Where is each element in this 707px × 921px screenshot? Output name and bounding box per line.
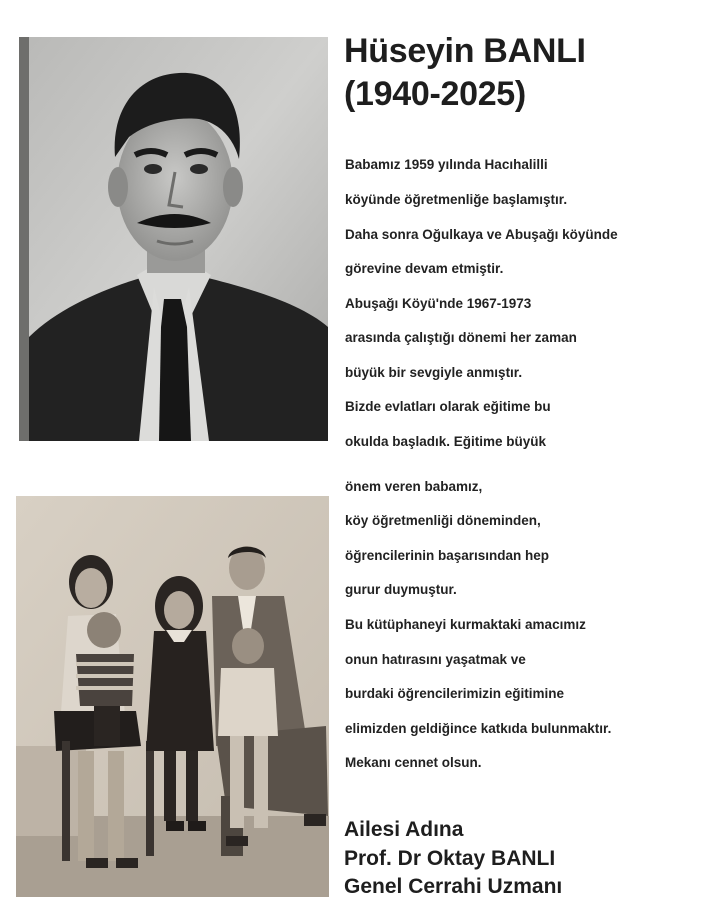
- text-line: önem veren babamız,: [345, 479, 483, 494]
- text-line: Daha sonra Oğulkaya ve Abuşağı köyünde: [345, 227, 618, 242]
- page-title: [344, 30, 586, 116]
- person-name: Hüseyin BANLI: [344, 32, 586, 70]
- text-line: görevine devam etmiştir.: [345, 261, 504, 276]
- text-line: burdaki öğrencilerimizin eğitimine: [345, 686, 565, 701]
- text-line: öğrencilerinin başarısından hep: [345, 548, 550, 563]
- text-line: Bu kütüphaneyi kurmaktaki amacımız: [345, 617, 586, 632]
- signature-family: Ailesi Adına: [344, 818, 464, 841]
- signature-block: [344, 816, 562, 902]
- signature-title: Genel Cerrahi Uzmanı: [344, 875, 563, 898]
- text-line: gurur duymuştur.: [345, 582, 457, 597]
- text-line: arasında çalıştığı dönemi her zaman: [345, 330, 577, 345]
- text-line: büyük bir sevgiyle anmıştır.: [345, 365, 523, 380]
- signature-name: Prof. Dr Oktay BANLI: [344, 846, 556, 870]
- text-line: elimizden geldiğince katkıda bulunmaktır.: [345, 721, 612, 736]
- text-line: köyünde öğretmenliğe başlamıştır.: [345, 192, 568, 207]
- family-photo: [16, 496, 329, 897]
- text-line: Babamız 1959 yılında Hacıhalilli: [345, 157, 548, 172]
- text-line: onun hatırasını yaşatmak ve: [345, 652, 526, 667]
- text-line: Abuşağı Köyü'nde 1967-1973: [345, 296, 532, 311]
- text-line: Mekanı cennet olsun.: [345, 755, 482, 770]
- text-line: okulda başladık. Eğitime büyük: [345, 434, 547, 449]
- life-years: (1940-2025): [344, 75, 526, 113]
- text-line: köy öğretmenliği döneminden,: [345, 513, 541, 528]
- text-line: Bizde evlatları olarak eğitime bu: [345, 399, 551, 414]
- portrait-photo: [19, 37, 328, 441]
